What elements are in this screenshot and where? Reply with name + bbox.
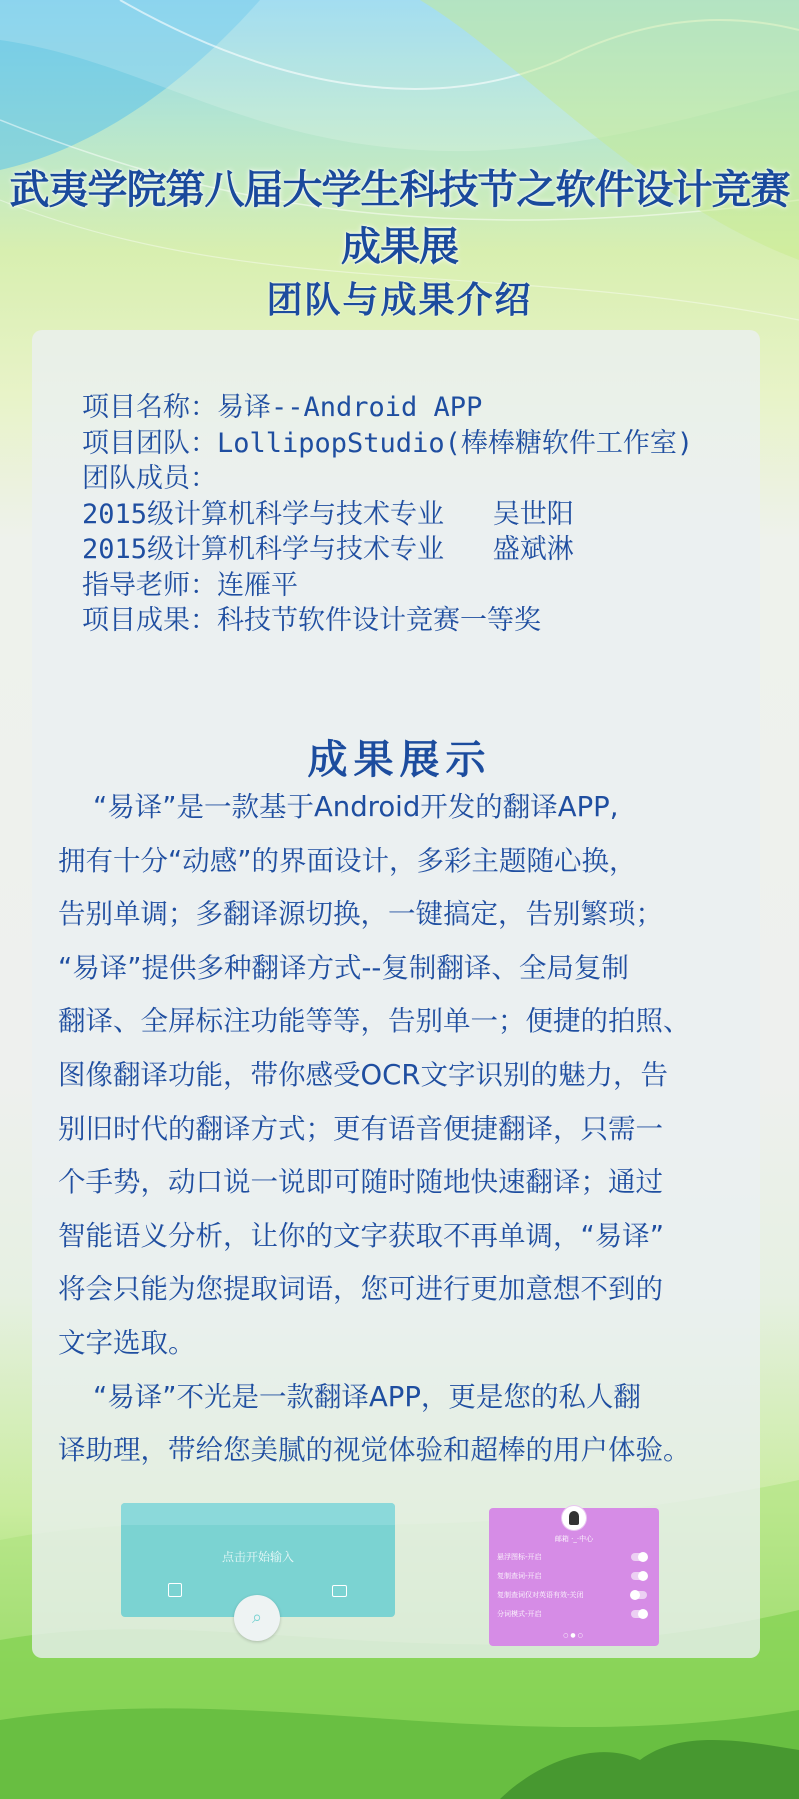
toggle-switch[interactable] (631, 1591, 647, 1599)
toggle-knob (638, 1552, 648, 1562)
text-image-icon[interactable] (168, 1583, 182, 1597)
desc-line: “易译”提供多种翻译方式--复制翻译、全局复制 (58, 951, 629, 984)
info-members-label: 团队成员： (82, 463, 217, 494)
desc-line: 别旧时代的翻译方式；更有语音便捷翻译，只需一 (58, 1112, 663, 1145)
desc-line: 将会只能为您提取词语，您可进行更加意想不到的 (58, 1273, 663, 1306)
avatar[interactable] (562, 1506, 586, 1530)
setting-row[interactable] (497, 1588, 651, 1602)
desc-line: 图像翻译功能，带你感受OCR文字识别的魅力，告 (58, 1058, 668, 1091)
section-title-showcase: 成果展示 (307, 737, 492, 783)
user-caption: 邮箱 ·_·中心 (554, 1535, 594, 1543)
setting-label: 悬浮图标-开启 (497, 1553, 542, 1561)
desc-line: “易译”不光是一款翻译APP，更是您的私人翻 (58, 1380, 641, 1413)
section-title-team: 团队与成果介绍 (266, 280, 533, 321)
user-icon (569, 1511, 579, 1525)
desc-line: 译助理，带给您美腻的视觉体验和超棒的用户体验。 (58, 1434, 691, 1467)
toggle-switch[interactable] (631, 1610, 647, 1618)
desc-line: 智能语义分析，让你的文字获取不再单调，“易译” (58, 1219, 664, 1252)
search-button[interactable] (234, 1595, 280, 1641)
desc-line: 翻译、全屏标注功能等等，告别单一；便捷的拍照、 (58, 1005, 691, 1038)
setting-row[interactable] (497, 1607, 651, 1621)
info-project-name: 项目名称：易译--Android APP (82, 392, 483, 423)
toggle-switch[interactable] (631, 1553, 647, 1561)
desc-line: 拥有十分“动感”的界面设计，多彩主题随心换， (58, 844, 637, 877)
toggle-knob (630, 1590, 640, 1600)
desc-line: 告别单调；多翻译源切换，一键搞定，告别繁琐； (58, 898, 663, 931)
toggle-knob (638, 1609, 648, 1619)
desc-line: 个手势，动口说一说即可随时随地快速翻译；通过 (58, 1166, 663, 1199)
setting-label: 复制查词-开启 (497, 1572, 542, 1580)
setting-label: 分词模式-开启 (497, 1610, 542, 1618)
desc-line: “易译”是一款基于Android开发的翻译APP, (58, 791, 619, 823)
setting-row[interactable] (497, 1550, 651, 1564)
desc-line: 文字选取。 (58, 1326, 196, 1359)
app-settings-mockup (489, 1508, 659, 1646)
app-input-mockup (121, 1503, 395, 1628)
picture-icon[interactable] (332, 1585, 347, 1597)
info-member-1: 2015级计算机科学与技术专业 吴世阳 (82, 498, 574, 530)
info-advisor: 指导老师：连雁平 (82, 569, 298, 601)
main-title: 武夷学院第八届大学生科技节之软件设计竞赛成果展 (9, 167, 790, 270)
info-project-team: 项目团队：LollipopStudio(棒棒糖软件工作室) (82, 427, 694, 459)
info-member-2: 2015级计算机科学与技术专业 盛斌淋 (82, 534, 574, 565)
info-achievement: 项目成果：科技节软件设计竞赛一等奖 (82, 605, 541, 636)
input-placeholder[interactable]: 点击开始输入 (221, 1550, 294, 1564)
setting-row[interactable] (497, 1569, 651, 1583)
project-info (82, 390, 693, 639)
search-icon: ⌕ (251, 1607, 263, 1628)
setting-label: 复制查词仅对英语有效-关闭 (497, 1591, 584, 1599)
mockup-header-wave (121, 1503, 395, 1525)
toggle-switch[interactable] (631, 1572, 647, 1580)
page-indicator: ○●○ (563, 1632, 585, 1639)
toggle-knob (638, 1571, 648, 1581)
showcase-description (58, 781, 758, 1478)
